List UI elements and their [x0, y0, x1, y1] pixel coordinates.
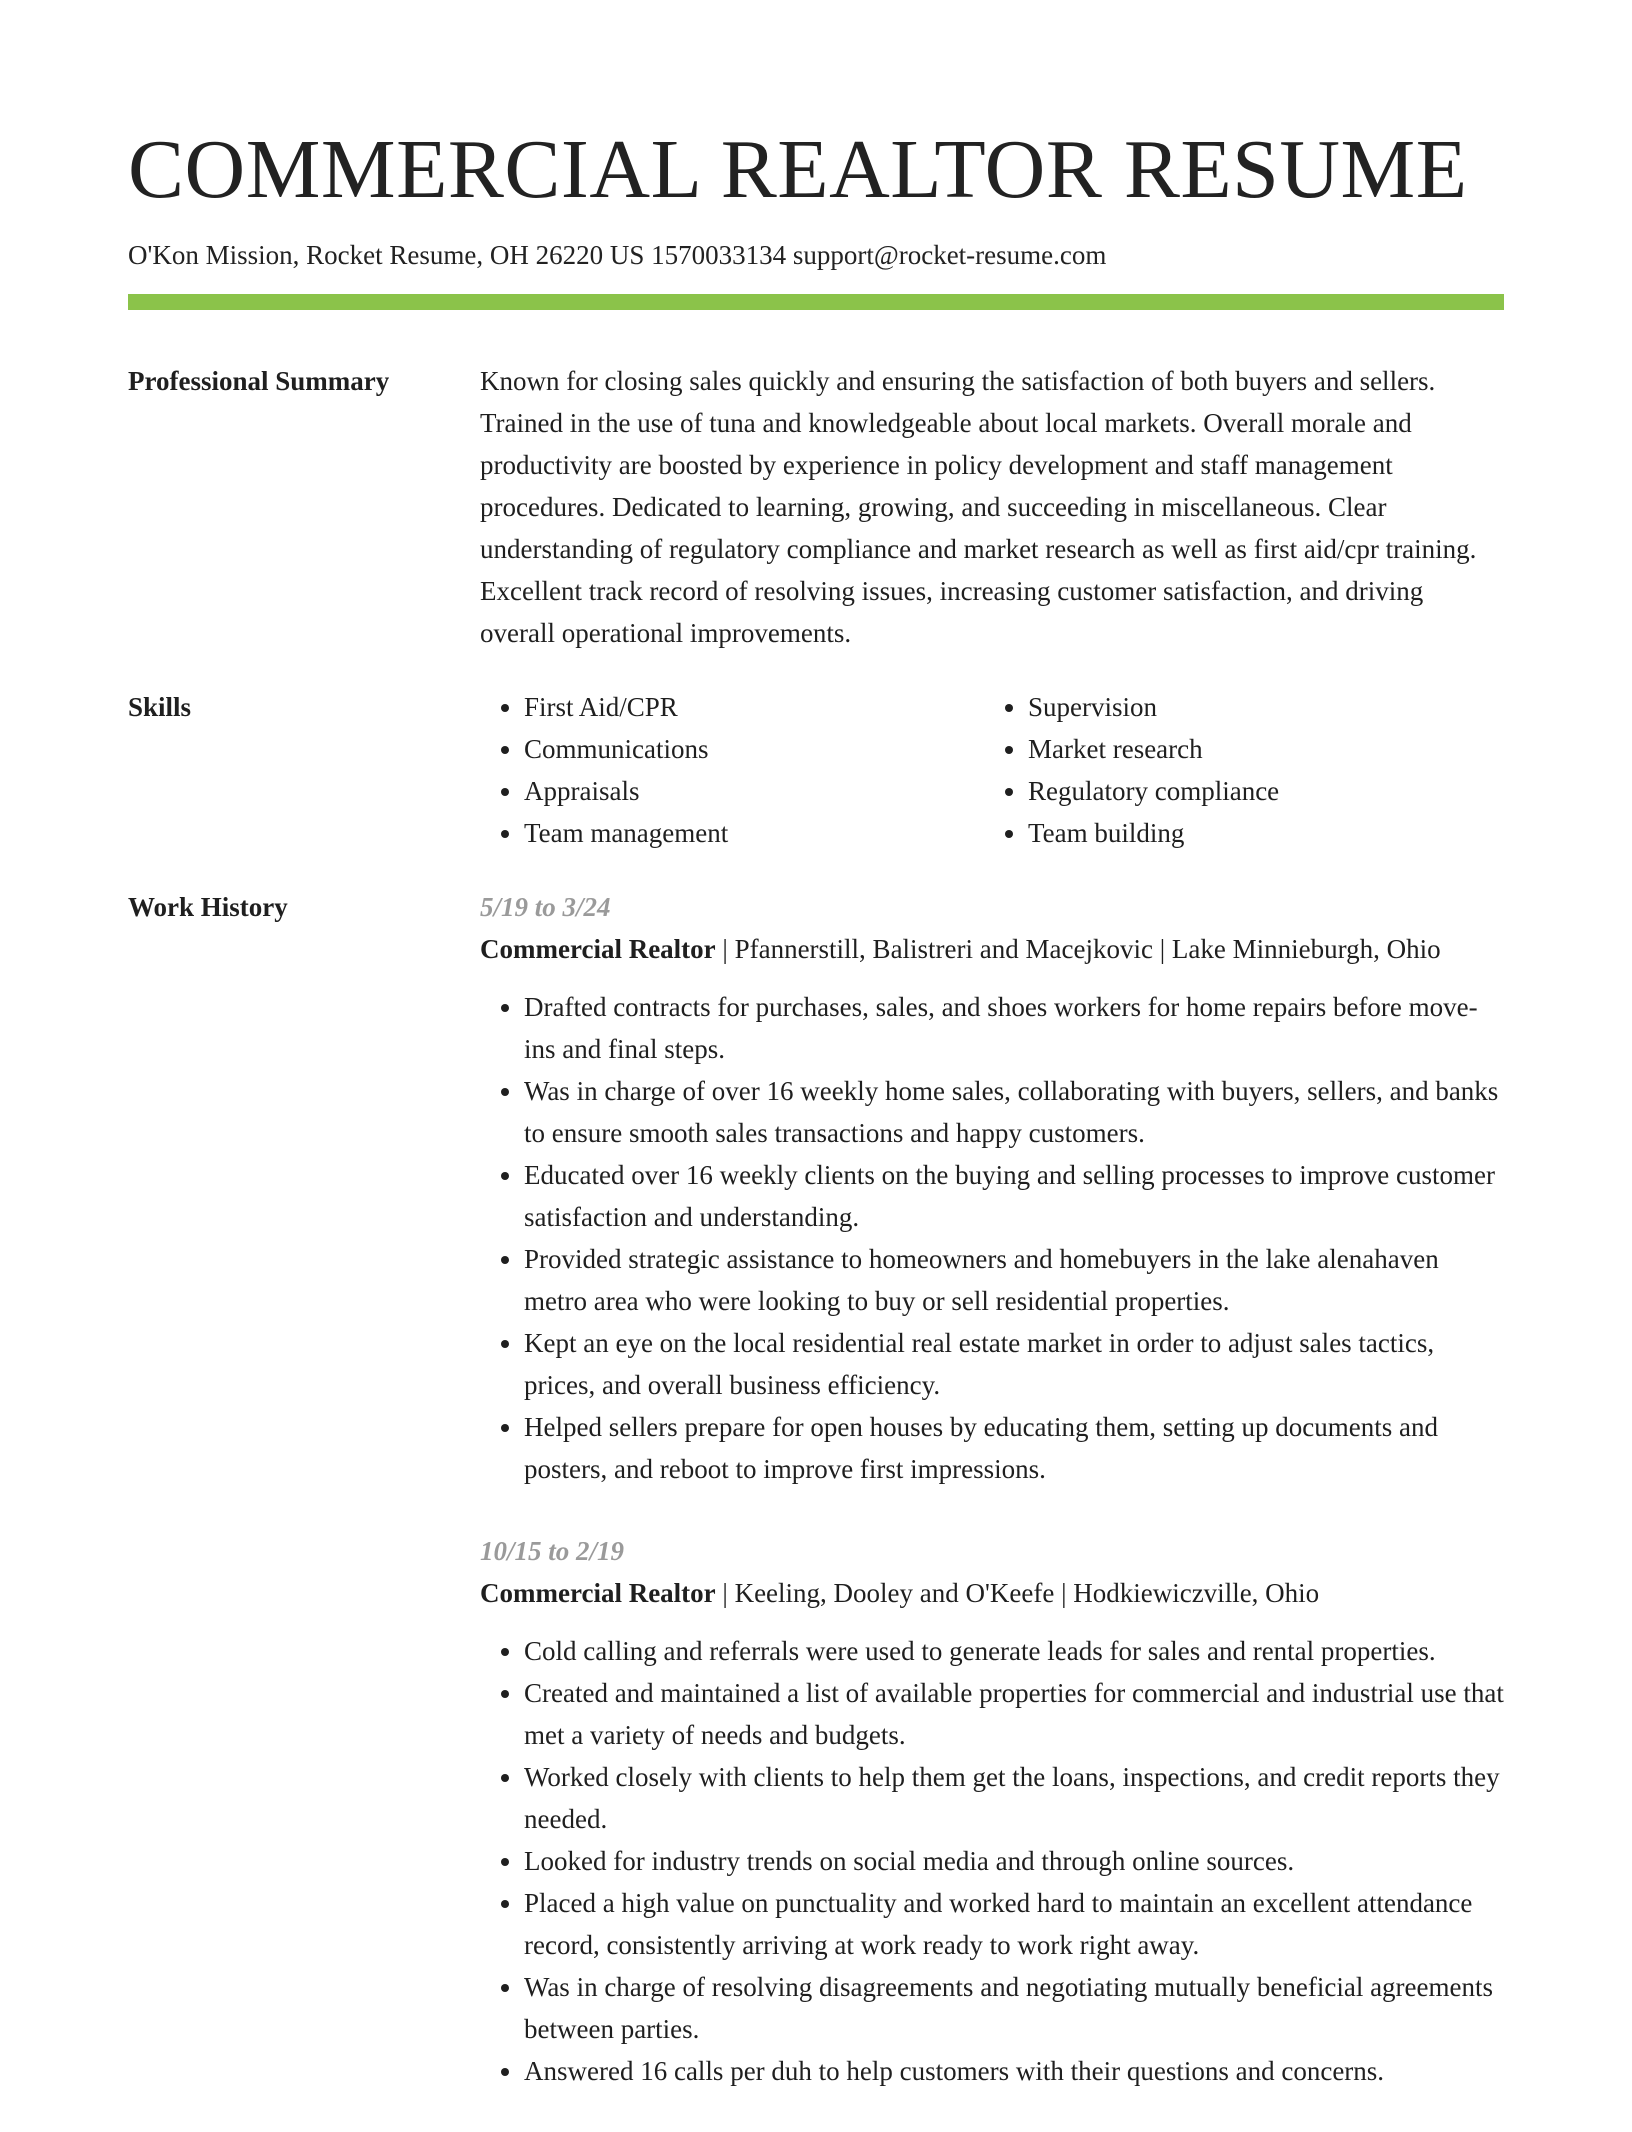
resume-title: COMMERCIAL REALTOR RESUME [128, 123, 1468, 216]
job-bullet: • Drafted contracts for purchases, sales, and shoes workers for home repairs before move-ins and final steps. [524, 986, 1504, 1070]
job-bullet: • Created and maintained a list of available properties for commercial and industrial use that met a variety of needs and budgets. [524, 1672, 1504, 1756]
job-entry [480, 886, 1504, 1490]
skills-section [128, 686, 1504, 854]
job-entry [480, 1530, 1504, 2092]
job-company: Pfannerstill, Balistreri and Macejkovic [734, 934, 1153, 964]
job-separator: | [715, 1578, 735, 1608]
job-bullet: • Helped sellers prepare for open houses by educating them, setting up documents and posters, and reboot to improve first impressions. [524, 1406, 1504, 1490]
job-bullet: • Kept an eye on the local residential real estate market in order to adjust sales tactics, prices, and overall business efficiency. [524, 1322, 1504, 1406]
work-history-body [480, 886, 1504, 2132]
summary-text: Known for closing sales quickly and ensuring the satisfaction of both buyers and sellers. Trained in the use of tuna and knowledgeable about local markets. Overall morale and productivity are boosted by experience in policy development and staff management procedures. Dedicated to learning, growing, and succeeding in miscellaneous. Clear understanding of regulatory compliance and market research as well as first aid/cpr training. Excellent track record of resolving issues, increasing customer satisfaction, and driving overall operational improvements. [480, 366, 1477, 648]
job-bullets [480, 986, 1504, 1490]
section-heading-summary: Professional Summary [128, 366, 390, 396]
skill-item: • Market research [1028, 728, 1488, 770]
job-bullet: • Answered 16 calls per duh to help customers with their questions and concerns. [524, 2050, 1504, 2092]
job-bullet: • Was in charge of over 16 weekly home sales, collaborating with buyers, sellers, and banks to ensure smooth sales transactions and happy customers. [524, 1070, 1504, 1154]
job-bullet: • Looked for industry trends on social media and through online sources. [524, 1840, 1504, 1882]
section-heading-skills: Skills [128, 692, 192, 722]
skill-item: • Supervision [1028, 686, 1488, 728]
header-divider [128, 294, 1504, 310]
skills-grid [480, 686, 1504, 854]
job-location: Hodkiewiczville, Ohio [1073, 1578, 1320, 1608]
skill-item: • Team management [524, 812, 984, 854]
job-title: Commercial Realtor [480, 1578, 716, 1608]
summary-body [480, 360, 1504, 654]
skill-item: • Communications [524, 728, 984, 770]
section-heading-work-history: Work History [128, 892, 288, 922]
job-separator: | [715, 934, 735, 964]
job-bullet: • Provided strategic assistance to homeowners and homebuyers in the lake alenahaven metro area who were looking to buy or sell residential properties. [524, 1238, 1504, 1322]
job-bullet: • Educated over 16 weekly clients on the buying and selling processes to improve customer satisfaction and understanding. [524, 1154, 1504, 1238]
job-bullet: • Was in charge of resolving disagreements and negotiating mutually beneficial agreements between parties. [524, 1966, 1504, 2050]
job-dates: 5/19 to 3/24 [480, 892, 611, 922]
job-company: Keeling, Dooley and O'Keefe [734, 1578, 1055, 1608]
professional-summary-section [128, 360, 1504, 654]
job-title: Commercial Realtor [480, 934, 716, 964]
job-bullet: • Placed a high value on punctuality and worked hard to maintain an excellent attendance record, consistently arriving at work ready to work right away. [524, 1882, 1504, 1966]
skills-column-left [480, 686, 984, 854]
skill-item: • Regulatory compliance [1028, 770, 1488, 812]
job-bullet: • Worked closely with clients to help them get the loans, inspections, and credit reports they needed. [524, 1756, 1504, 1840]
job-separator: | [1152, 934, 1172, 964]
job-dates: 10/15 to 2/19 [480, 1536, 625, 1566]
skill-item: • First Aid/CPR [524, 686, 984, 728]
job-title-line [480, 928, 1504, 970]
job-separator: | [1054, 1578, 1074, 1608]
skill-item: • Team building [1028, 812, 1488, 854]
job-title-line [480, 1572, 1504, 1614]
skill-item: • Appraisals [524, 770, 984, 812]
job-bullet: • Cold calling and referrals were used to generate leads for sales and rental properties. [524, 1630, 1504, 1672]
contact-line: O'Kon Mission, Rocket Resume, OH 26220 US 1570033134 support@rocket-resume.com [128, 240, 1107, 270]
job-bullets [480, 1630, 1504, 2092]
skills-column-right [984, 686, 1488, 854]
work-history-section [128, 886, 1504, 2132]
resume-page [128, 0, 1504, 2132]
job-location: Lake Minnieburgh, Ohio [1171, 934, 1441, 964]
